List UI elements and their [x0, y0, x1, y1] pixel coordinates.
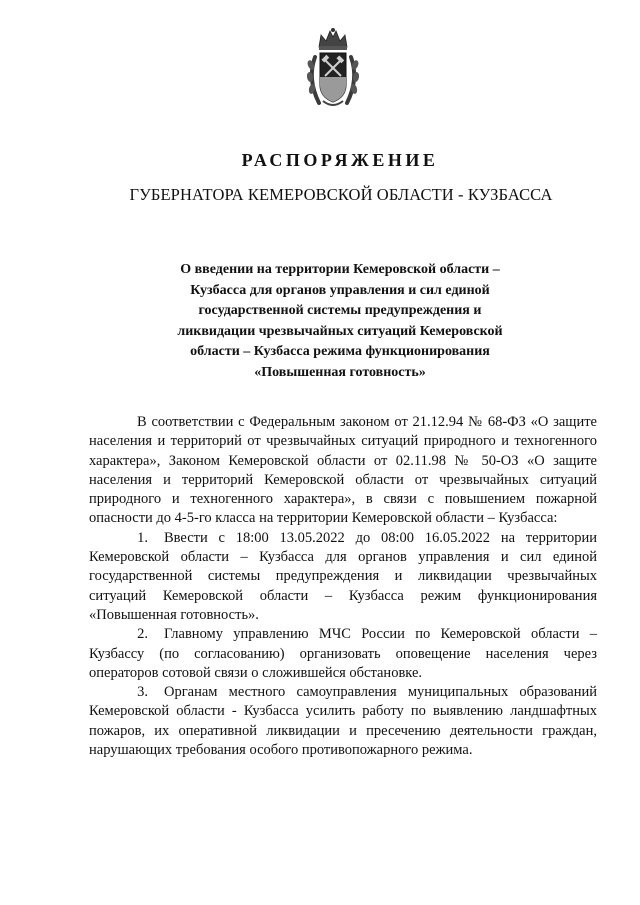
subject-line: ликвидации чрезвычайных ситуаций Кемеровской — [177, 323, 503, 339]
list-item — [89, 529, 597, 625]
document-issuer: ГУБЕРНАТОРА КЕМЕРОВСКОЙ ОБЛАСТИ - КУЗБАССА — [129, 185, 553, 204]
subject-line: государственной системы предупреждения и — [198, 303, 482, 318]
item-number: 2. — [137, 626, 148, 643]
item-number: 3. — [137, 684, 148, 701]
subject-line: Кузбасса для органов управления и сил единой — [190, 282, 490, 298]
subject-line: О введении на территории Кемеровской области – — [180, 262, 500, 277]
document-subject — [150, 260, 530, 383]
item-text: Главному управлению МЧС России по Кемеровской области – Кузбассу (по согласованию) организовать оповещение населения через операторов сотовой связи о сложившейся обстановке. — [89, 626, 597, 681]
item-text: Ввести с 18:00 13.05.2022 до 08:00 16.05.2022 на территории Кемеровской области – Кузбасса для органов управления и сил единой государственной системы предупреждения и ликвидации чрезвычайных ситуаций Кемеровской области – Кузбасса режим функционирования «Повышенная готовность». — [89, 529, 597, 623]
list-item — [89, 625, 597, 683]
subject-line: области – Кузбасса режима функционирования — [190, 344, 490, 359]
coat-of-arms-icon — [301, 27, 365, 111]
document-body — [89, 413, 597, 760]
document-type-heading: РАСПОРЯЖЕНИЕ — [241, 150, 439, 170]
subject-line: «Повышенная готовность» — [254, 364, 426, 380]
item-text: Органам местного самоуправления муниципальных образований Кемеровской области - Кузбасса усилить работу по выявлению ландшафтных пожаров, их оперативной ликвидации и пресечению деятельности граждан, нарушающих требования особого противопожарного режима. — [89, 684, 597, 759]
list-item — [89, 683, 597, 760]
preamble-paragraph: В соответствии с Федеральным законом от 21.12.94 № 68-ФЗ «О защите населения и территорий от чрезвычайных ситуаций природного и техногенного характера», Законом Кемеровской области от 02.11.98 № 50-ОЗ «О защите населения и территорий Кемеровской области от чрезвычайных ситуаций природного и техногенного характера», в связи с повышением пожарной опасности до 4-5-го класса на территории Кемеровской области – Кузбасса: — [89, 414, 597, 527]
item-number: 1. — [137, 529, 148, 546]
